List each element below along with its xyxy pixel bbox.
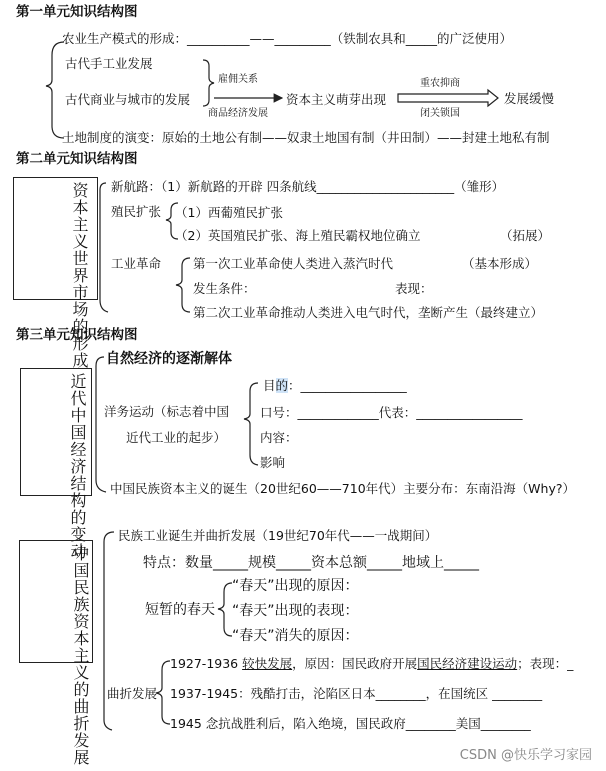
- conditions-label: 发生条件：: [193, 281, 256, 296]
- performance-label: 表现：: [395, 281, 433, 296]
- colonial-label: 殖民扩张: [111, 204, 162, 219]
- yangwu-brace: [244, 383, 258, 465]
- unit2-title: 第二单元知识结构图: [16, 151, 138, 167]
- colonial-2-tag: （拓展）: [500, 228, 551, 243]
- commerce-item: 古代商业与城市的发展: [65, 92, 191, 107]
- spring-performance: “春天”出现的表现：: [232, 603, 359, 619]
- spring-brace: [218, 583, 232, 636]
- features-line: 特点：数量_____规模_____资本总额_____地域上_____: [143, 555, 479, 571]
- spring-end-cause: “春天”消失的原因：: [232, 628, 359, 644]
- industrial-brace: [176, 258, 190, 312]
- unit3-main-brace: [96, 357, 106, 492]
- unit1-brace: [46, 42, 64, 138]
- colonial-1: （1）西葡殖民扩张: [175, 205, 283, 220]
- goal-line: 目的：_________________: [263, 378, 407, 393]
- china-economy-label: 近代中国经济结构的变动: [68, 373, 87, 560]
- period-1945: 1945 念抗战胜利后，陷入绝境，国民政府________美国________: [170, 716, 531, 731]
- handicraft-item: 古代手工业发展: [65, 56, 153, 71]
- unit1-title: 第一单元知识结构图: [16, 4, 138, 20]
- watermark: CSDN @快乐学习家园: [459, 748, 592, 763]
- colonial-2: （2）英国殖民扩张、海上殖民霸权地位确立: [175, 228, 421, 243]
- commodity-label: 商品经济发展: [208, 108, 268, 119]
- yangwu-line-2: 近代工业的起步）: [126, 430, 227, 445]
- intro-line: 民族工业诞生并曲折发展（19世纪70年代——一战期间）: [118, 528, 438, 543]
- short-spring-label: 短暂的春天: [145, 602, 215, 618]
- national-capitalism-label: 中国民族资本主义的曲折发展: [71, 545, 90, 766]
- slow-development: 发展缓慢: [504, 91, 555, 106]
- content-line: 内容：: [260, 430, 298, 445]
- capitalist-sprout: 资本主义萌芽出现: [286, 92, 387, 107]
- employment-label: 雇佣关系: [218, 74, 258, 85]
- first-ind-tag: （基本形成）: [462, 256, 538, 271]
- period-1937: 1937-1945：残酷打击，沦陷区日本________，在国统区 ________: [170, 686, 543, 701]
- birth-line: 中国民族资本主义的诞生（20世纪60——710年代）主要分布：东南沿海（Why?）: [110, 481, 575, 496]
- agri-model-line: 农业生产模式的形成：__________——_________（铁制农具和_____的广泛使用）: [62, 31, 513, 46]
- unit4-main-brace: [104, 532, 114, 730]
- unit2-main-brace: [100, 183, 108, 312]
- industrial-label: 工业革命: [111, 256, 162, 271]
- new-route-line: 新航路：（1）新航路的开辟 四条航线______________________（雏形）: [111, 179, 505, 194]
- period-1927: 1927-1936 较快发展，原因：国民政府开展国民经济建设运动；表现：_: [170, 656, 574, 671]
- yangwu-line-1: 洋务运动（标志着中国: [104, 404, 230, 419]
- unit1-join-brace: [203, 60, 214, 106]
- world-market-label: 资本主义世界市场的形成: [70, 182, 89, 369]
- policy-label-2: 闭关锁国: [420, 108, 460, 119]
- tortuous-brace: [156, 661, 170, 724]
- slogan-line: 口号：_____________代表：_________________: [260, 405, 523, 420]
- impact-line: 影响: [260, 455, 286, 470]
- colonial-brace: [166, 203, 178, 239]
- unit3-title: 第三单元知识结构图: [16, 327, 138, 343]
- land-system-line: 土地制度的演变：原始的土地公有制——奴隶土地国有制（井田制）——封建土地私有制: [62, 130, 550, 145]
- tortuous-label: 曲折发展: [107, 686, 158, 701]
- natural-economy-title: 自然经济的逐渐解体: [106, 351, 232, 367]
- first-ind-rev: 第一次工业革命使人类进入蒸汽时代: [193, 256, 394, 271]
- slow-arrow: [398, 90, 498, 106]
- spring-cause: “春天”出现的原因：: [232, 578, 359, 594]
- second-ind-rev: 第二次工业革命推动人类进入电气时代，垄断产生（最终建立）: [193, 305, 544, 320]
- policy-label-1: 重农抑商: [420, 78, 460, 89]
